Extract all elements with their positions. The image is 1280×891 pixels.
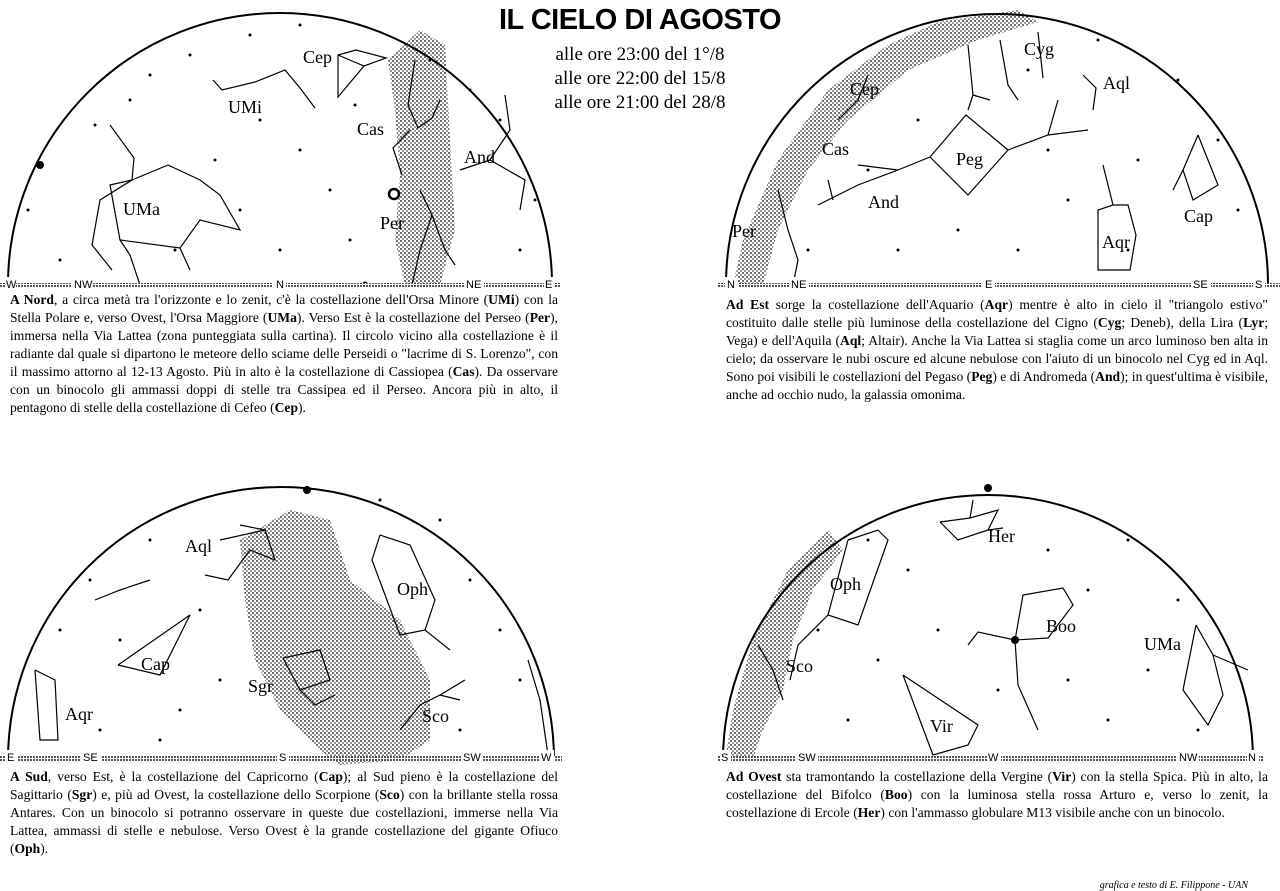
bold-term: Cyg [1097,315,1122,330]
compass-w: W [6,279,17,291]
label-and: And [464,147,495,167]
time-line-2: alle ore 22:00 del 15/8 [554,68,726,89]
stars [27,24,537,287]
compass-sw: SW [798,752,816,764]
label-cep: Cep [850,79,879,99]
label-vir: Vir [930,716,953,736]
label-sco: Sco [422,706,449,726]
compass-s: S [721,752,729,764]
east-sky-map [718,0,1280,292]
text-run: , a circa metà tra l'orizzonte e lo zenit, c'è la costellazione dell'Orsa Minore ( [54,292,489,307]
milky-way [240,510,430,765]
label-umi: UMi [228,97,263,117]
label-per: Per [380,213,404,233]
bold-term: Aqr [984,297,1009,312]
text-run: sorge la costellazione dell'Aquario ( [769,297,985,312]
bold-term: Sco [379,787,400,802]
milky-way [733,10,1038,285]
bold-term: Lyr [1243,315,1265,330]
compass-se: SE [83,752,98,764]
label-her: Her [988,526,1015,546]
label-sco: Sco [786,656,813,676]
label-boo: Boo [1046,616,1077,636]
label-cyg: Cyg [1024,39,1055,59]
page-title: IL CIELO DI AGOSTO [498,4,782,36]
label-per: Per [732,221,756,241]
text-run: , verso Est, è la costellazione del Capricorno ( [47,769,319,784]
compass-e: E [545,279,553,291]
north-sky-map [0,0,560,292]
text-run: ) con la Stella Polare e, verso Ovest, l'Orsa Maggiore ( [10,292,559,325]
label-aqr: Aqr [65,704,93,724]
bold-term: Her [857,805,881,820]
label-cap: Cap [1184,206,1213,226]
bold-term: A Sud [10,769,48,784]
credit-line: grafica e testo di E. Filippone - UAN [1099,880,1248,891]
milky-way [726,530,843,758]
zenith-star [984,484,992,492]
compass-n: N [727,279,735,291]
compass-ne: NE [791,279,807,291]
text-run: ). Verso Est è la costellazione del Perseo ( [296,310,530,325]
text-run: sta tramontando la costellazione della Vergine ( [781,769,1053,784]
compass-sw: SW [463,752,481,764]
south-sky-map [0,480,562,770]
compass-s: S [279,752,287,764]
label-sgr: Sgr [248,676,274,696]
compass-labels [6,750,554,764]
text-run: ) e, più ad Ovest, la costellazione dello Scorpione ( [92,787,380,802]
north-description [10,291,558,417]
west-sky-map [718,480,1263,770]
label-uma: UMa [123,199,160,219]
bold-term: Cas [452,364,475,379]
bold-term: Sgr [71,787,93,802]
text-run: ); in quest'ultima è visibile, anche ad occhio nudo, la galassia omonima. [726,369,1268,402]
bold-term: And [1095,369,1121,384]
text-run: ) con l'ammasso globulare M13 visibile anche con un binocolo. [880,805,1225,820]
bold-term: Vir [1052,769,1072,784]
perseid-radiant-icon [389,189,399,199]
text-run: ) mentre è alto in cielo il "triangolo estivo" costituito dalle stelle più luminose della costellazione del Cigno ( [726,297,1268,330]
compass-s: S [1255,279,1263,291]
bold-term: Cap [318,769,343,784]
text-run: ) con la stella Spica. Più in alto, la costellazione del Bifolco ( [726,769,1268,802]
compass-n: N [276,279,284,291]
bold-term: A Nord [10,292,54,307]
time-line-1: alle ore 23:00 del 1°/8 [555,44,725,65]
compass-ne: NE [466,279,482,291]
time-line-3: alle ore 21:00 del 28/8 [554,92,726,113]
text-run: ; Altair). Anche la Via Lattea si staglia come un arco luminoso ben alta in cielo; da osservare le nubi oscure ed alcune nebulose con l'aiuto di un binocolo nel Cyg ed in Aql. Sono poi visibili le costellazioni del Pegaso ( [726,333,1268,384]
compass-e: E [985,279,993,291]
bold-term: Boo [884,787,908,802]
label-and: And [868,192,899,212]
compass-labels [720,750,1259,764]
compass-w: W [541,752,552,764]
label-oph: Oph [397,579,428,599]
west-description [726,768,1268,822]
east-description [726,296,1268,404]
label-oph: Oph [830,574,861,594]
bold-term: Per [529,310,551,325]
bold-term: Peg [971,369,993,384]
bold-term: UMa [267,310,297,325]
text-run: ; Deneb), della Lira ( [1121,315,1244,330]
compass-e: E [7,752,15,764]
label-uma: UMa [1144,634,1181,654]
text-run: ) con la brillante stella rossa Antares. Con un binocolo si potranno osservare in queste due costellazioni, immerse nella Via Lattea, ammassi di stelle e nebulose. Verso Ovest è la grande costellazione del gigante Ofiuco ( [10,787,558,856]
bold-term: UMi [488,292,515,307]
south-description [10,768,558,858]
stars [817,539,1200,732]
compass-nw: NW [74,279,93,291]
bold-term: Aql [840,333,862,348]
bold-term: Ad Est [726,297,770,312]
text-run: ). [40,841,49,856]
label-cas: Cas [357,119,384,139]
arcturus-star [1011,636,1019,644]
text-run: ), immersa nella Via Lattea (zona punteggiata sulla cartina). Il circolo vicino alla costellazione è il radiante dal quale si dipartono le meteore dello sciame delle Perseidi o "lacrime di S. Lorenzo", con il massimo attorno al 12-13 Agosto. Più in alto è la costellazione di Cassiopea ( [10,310,559,379]
text-run: ). Da osservare con un binocolo gli ammassi doppi di stelle tra Cassipea ed il Perseo. Ancora più in alto, il pentagono di stelle della costellazione di Cefeo ( [10,364,558,415]
text-run: ; Vega) e dell'Aquila ( [726,315,1269,348]
compass-se: SE [1193,279,1208,291]
text-run: ) e di Andromeda ( [992,369,1096,384]
text-run: ) con la luminosa stella rossa Arturo e, verso lo zenit, la costellazione di Ercole ( [726,787,1268,820]
label-aql: Aql [1103,73,1130,93]
text-run: ); al Sud pieno è la costellazione del Sagittario ( [10,769,558,802]
bold-term: Cep [274,400,299,415]
label-aql: Aql [185,536,212,556]
label-cas: Cas [822,139,849,159]
label-cap: Cap [141,654,170,674]
label-peg: Peg [956,149,983,169]
compass-n: N [1248,752,1256,764]
compass-w: W [988,752,999,764]
bold-term: Oph [14,841,41,856]
compass-nw: NW [1179,752,1198,764]
label-aqr: Aqr [1102,232,1130,252]
zenith-star [303,486,311,494]
label-cep: Cep [303,47,332,67]
bold-term: Ad Ovest [726,769,782,784]
compass-labels [5,277,555,291]
constellation-lines [92,50,525,285]
text-run: ). [298,400,306,415]
